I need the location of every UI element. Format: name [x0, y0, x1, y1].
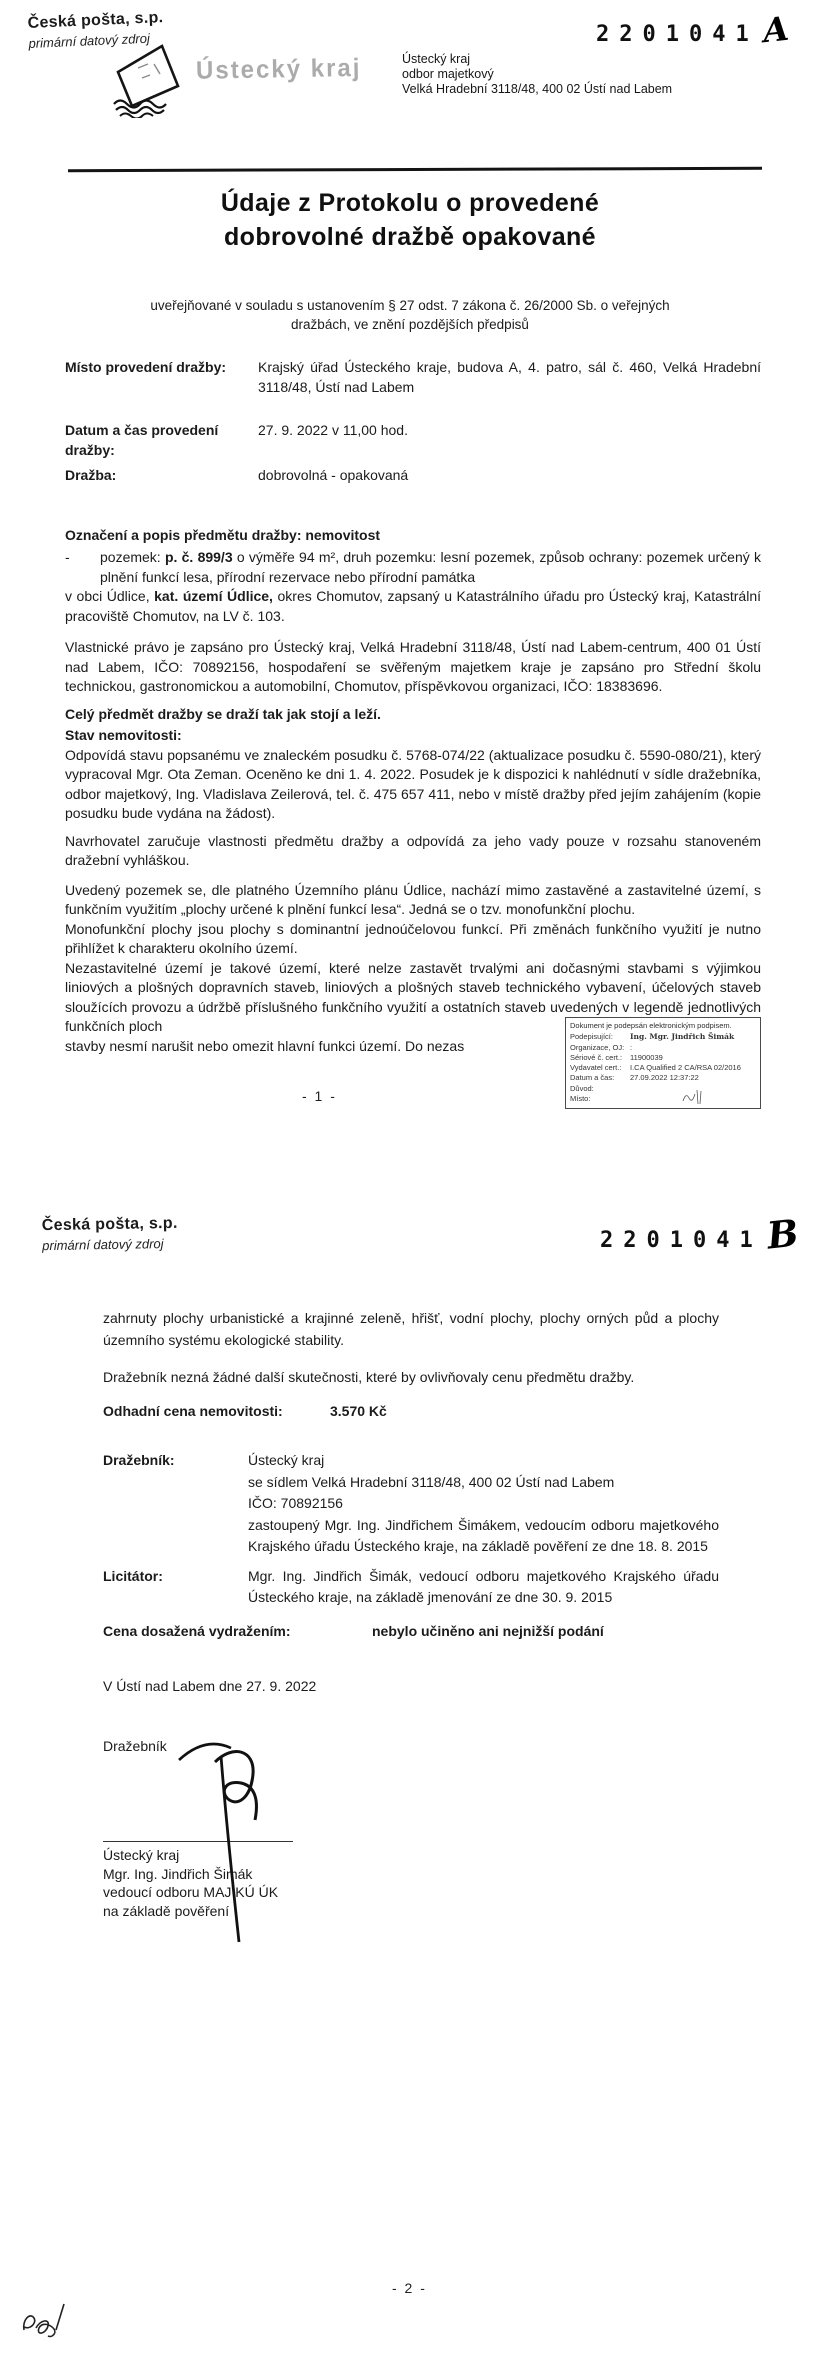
esig-row	[570, 1084, 756, 1094]
postmark-logo-icon	[108, 42, 186, 118]
signature-scribble	[175, 1728, 295, 1948]
page1-body	[65, 358, 761, 1056]
esig-label: Sériové č. cert.:	[570, 1052, 623, 1062]
esig-value: :	[630, 1042, 633, 1052]
esig-label: Vydavatel cert.:	[570, 1063, 622, 1073]
auctioneer-line: Ústecký kraj	[248, 1452, 325, 1468]
sender-name: Česká pošta, s.p.	[41, 1214, 178, 1235]
address-line: Velká Hradební 3118/48, 400 02 Ústí nad Labem	[402, 82, 673, 96]
zoning-paragraph-1: Uvedený pozemek se, dle platného Územního plánu Údlice, nachází mimo zastavěné a zastavitelné území, s funkčním využitím „plochy určené k plnění funkcí lesa“. Jedná se o tzv. monofunkční plochu.	[65, 881, 761, 917]
estimated-price-label: Odhadní cena nemovitosti:	[103, 1402, 283, 1419]
subject-heading: Označení a popis předmětu dražby: nemovitost	[65, 526, 381, 543]
auctioneer-row	[103, 1450, 719, 1558]
signatory-line: Mgr. Ing. Jindřich Šimák	[103, 1865, 253, 1882]
doc-title-line2: dobrovolné dražbě opakované	[224, 223, 596, 251]
esig-label: Organizace, OJ:	[570, 1042, 625, 1052]
doc-title-line1: Údaje z Protokolu o provedené	[220, 189, 600, 217]
zoning-continuation-paragraph: zahrnuty plochy urbanistické a krajinné zeleně, hřišť, vodní plochy, plochy orných půd a plochy územního systému ekologické stability.	[103, 1310, 719, 1348]
esig-value: Ing. Mgr. Jindřich Šimák	[630, 1032, 735, 1042]
info-value: 27. 9. 2022 v 11,00 hod.	[258, 422, 408, 438]
estimated-price-value: 3.570 Kč	[330, 1402, 387, 1419]
cadastral-area: kat. území Údlice,	[154, 588, 273, 604]
parcel-number: p. č. 899/3	[164, 549, 233, 565]
sender-subtitle: primární datový zdroj	[28, 30, 151, 51]
page2-body	[103, 1308, 719, 1920]
esig-row	[570, 1053, 756, 1063]
hammer-price-label: Cena dosažená vydražením:	[103, 1622, 291, 1639]
page-number-2: - 2 -	[392, 2280, 427, 2296]
info-value: dobrovolná - opakovaná	[258, 467, 409, 483]
auctioneer-representation: zastoupený Mgr. Ing. Jindřichem Šimákem, vedoucím odboru majetkového Krajského úřadu Ústeckého kraje, na základě pověření ze dne 18. 8. 2015	[248, 1516, 719, 1554]
esignature-box	[565, 1017, 761, 1109]
hammer-price-value: nebylo učiněno ani nejnižší podání	[372, 1622, 604, 1639]
parcel2-pre: v obci Údlice,	[65, 588, 155, 604]
auctioneer-label: Dražebník:	[103, 1452, 175, 1468]
stamp-letter-b: B	[764, 1210, 801, 1258]
page-number-1: - 1 -	[302, 1088, 337, 1104]
esig-label: Důvod:	[570, 1083, 594, 1093]
esig-label: Podepisující:	[570, 1032, 613, 1042]
zoning-paragraph-3: Nezastavitelné území je takové území, které nelze zastavět trvalými ani dočasnými stavbami s výjimkou liniových a plošných dopravních staveb, liniových a plošných staveb technického vybavení, účelových staveb sloužících provozu a údržbě příslušného funkčního využití a ostatních staveb uvedených v legendě jednotlivých funkčních ploch	[65, 959, 761, 1034]
parcel-location-text	[65, 587, 761, 626]
esig-value: 27.09.2022 12:37:22	[630, 1073, 699, 1083]
signatory-line: vedoucí odboru MAJ KÚ ÚK	[103, 1884, 279, 1900]
zoning-paragraph-4-truncated: stavby nesmí narušit nebo omezit hlavní funkci území. Do nezas	[65, 1037, 465, 1054]
place-date-line: V Ústí nad Labem dne 27. 9. 2022	[103, 1678, 317, 1694]
stamp-number: 2201041	[596, 22, 759, 47]
info-label: Datum a čas provedení dražby:	[65, 422, 219, 458]
doc-title	[0, 186, 820, 254]
bullet-dash: -	[65, 549, 70, 565]
esig-value: I.CA Qualified 2 CA/RSA 02/2016	[630, 1063, 741, 1073]
no-other-facts-paragraph: Dražebník nezná žádné další skutečnosti, které by ovlivňovaly cenu předmětu dražby.	[103, 1369, 635, 1385]
divider-rule	[68, 167, 762, 172]
signatory-line: na základě pověření	[103, 1902, 230, 1919]
zoning-paragraph-2: Monofunkční plochy jsou plochy s dominantní jednoúčelovou funkcí. Při změnách funkčního využití je nutno přihlížet k charakteru okolního území.	[65, 920, 761, 956]
estimated-price-row	[103, 1401, 719, 1423]
info-row-place	[65, 358, 761, 397]
as-is-statement: Celý předmět dražby se draží tak jak stojí a leží.	[65, 705, 381, 722]
info-row-datetime	[65, 421, 761, 460]
esig-row	[570, 1094, 756, 1104]
esig-scribble-icon	[681, 1088, 705, 1106]
initials-scribble	[16, 2296, 86, 2352]
esig-value: 11900039	[630, 1052, 663, 1062]
hammer-price-row	[103, 1621, 719, 1643]
auctioneer-line: se sídlem Velká Hradební 3118/48, 400 02 Ústí nad Labem	[248, 1473, 615, 1490]
info-label: Místo provedení dražby:	[65, 359, 227, 375]
licitator-label: Licitátor:	[103, 1567, 163, 1584]
reference-stamp	[596, 8, 791, 51]
esig-row	[570, 1063, 756, 1073]
parcel-text	[100, 548, 761, 587]
parcel-pre: pozemek:	[100, 549, 165, 565]
ownership-paragraph: Vlastnické právo je zapsáno pro Ústecký kraj, Velká Hradební 3118/48, Ústí nad Labem-centrum, 400 01 Ústí nad Labem, IČO: 70892156, hospodaření se svěřeným majetkem kraje je zapsáno pro Střední školu technickou, gastronomickou a automobilní, Chomutov, příspěvkovou organizaci, IČO: 18383696.	[65, 639, 761, 694]
reference-stamp	[600, 1210, 801, 1258]
parcel-bullet	[65, 548, 761, 587]
info-label: Dražba:	[65, 467, 117, 483]
stamp-letter-a: A	[760, 8, 791, 51]
esig-title: Dokument je podepsán elektronickým podpisem.	[570, 1021, 732, 1030]
info-value: Krajský úřad Ústeckého kraje, budova A, 4. patro, sál č. 460, Velká Hradební 3118/48, Ústí nad Labem	[258, 359, 761, 395]
parcel-post: o výměře 94 m², druh pozemku: lesní pozemek, způsob ochrany: pozemek určený k plnění funkcí lesa, přírodní rezervace nebo přírodní památka	[100, 549, 761, 585]
licitator-value: Mgr. Ing. Jindřich Šimák, vedoucí odboru majetkového Krajského úřadu Ústeckého kraje, na základě jmenování ze dne 30. 9. 2015	[248, 1567, 719, 1605]
sender-name: Česká pošta, s.p.	[27, 9, 164, 32]
condition-paragraph: Odpovídá stavu popsanému ve znaleckém posudku č. 5768-074/22 (aktualizace posudku č. 5590-080/21), který vypracoval Mgr. Ota Zeman. Oceněno ke dni 1. 4. 2022. Posudek je k dispozici k nahlédnutí v sídle dražebníka, odbor majetkový, Ing. Vladislava Zeilerová, tel. č. 475 657 411, nebo v místě dražby před jejím zahájením (kopie posudku bude vydána na žádost).	[65, 746, 761, 821]
address-line: odbor majetkový	[402, 67, 494, 81]
recipient-address	[402, 52, 672, 97]
address-line: Ústecký kraj	[402, 52, 471, 66]
signature-area	[103, 1736, 719, 1921]
stamp-number: 2201041	[600, 1228, 763, 1253]
signature-caption: Dražebník	[103, 1737, 167, 1754]
esig-row	[570, 1032, 756, 1042]
doc-subtitle: uveřejňované v souladu s ustanovením § 27 odst. 7 zákona č. 26/2000 Sb. o veřejných dražbách, ve znění pozdějších předpisů	[150, 298, 670, 332]
auctioneer-line: IČO: 70892156	[248, 1495, 343, 1511]
logo-stamp-text: Ústecký kraj	[195, 53, 362, 86]
guarantee-paragraph: Navrhovatel zaručuje vlastnosti předmětu dražby a odpovídá za jeho vady pouze v rozsahu stanoveném dražební vyhláškou.	[65, 832, 761, 868]
info-row-auction-type	[65, 466, 761, 486]
esig-row	[570, 1043, 756, 1053]
parcel2-post: okres Chomutov, zapsaný u Katastrálního úřadu pro Ústecký kraj, Katastrální pracoviště Chomutov, na LV č. 103.	[65, 588, 761, 624]
esig-row	[570, 1073, 756, 1083]
esig-label: Místo:	[570, 1094, 591, 1104]
auctioneer-value	[248, 1450, 719, 1558]
sender-block	[42, 1215, 178, 1253]
signatory-line: Ústecký kraj	[103, 1847, 180, 1863]
licitator-row	[103, 1566, 719, 1609]
condition-heading: Stav nemovitosti:	[65, 727, 182, 743]
esig-label: Datum a čas:	[570, 1073, 615, 1083]
sender-subtitle: primární datový zdroj	[42, 1236, 164, 1254]
